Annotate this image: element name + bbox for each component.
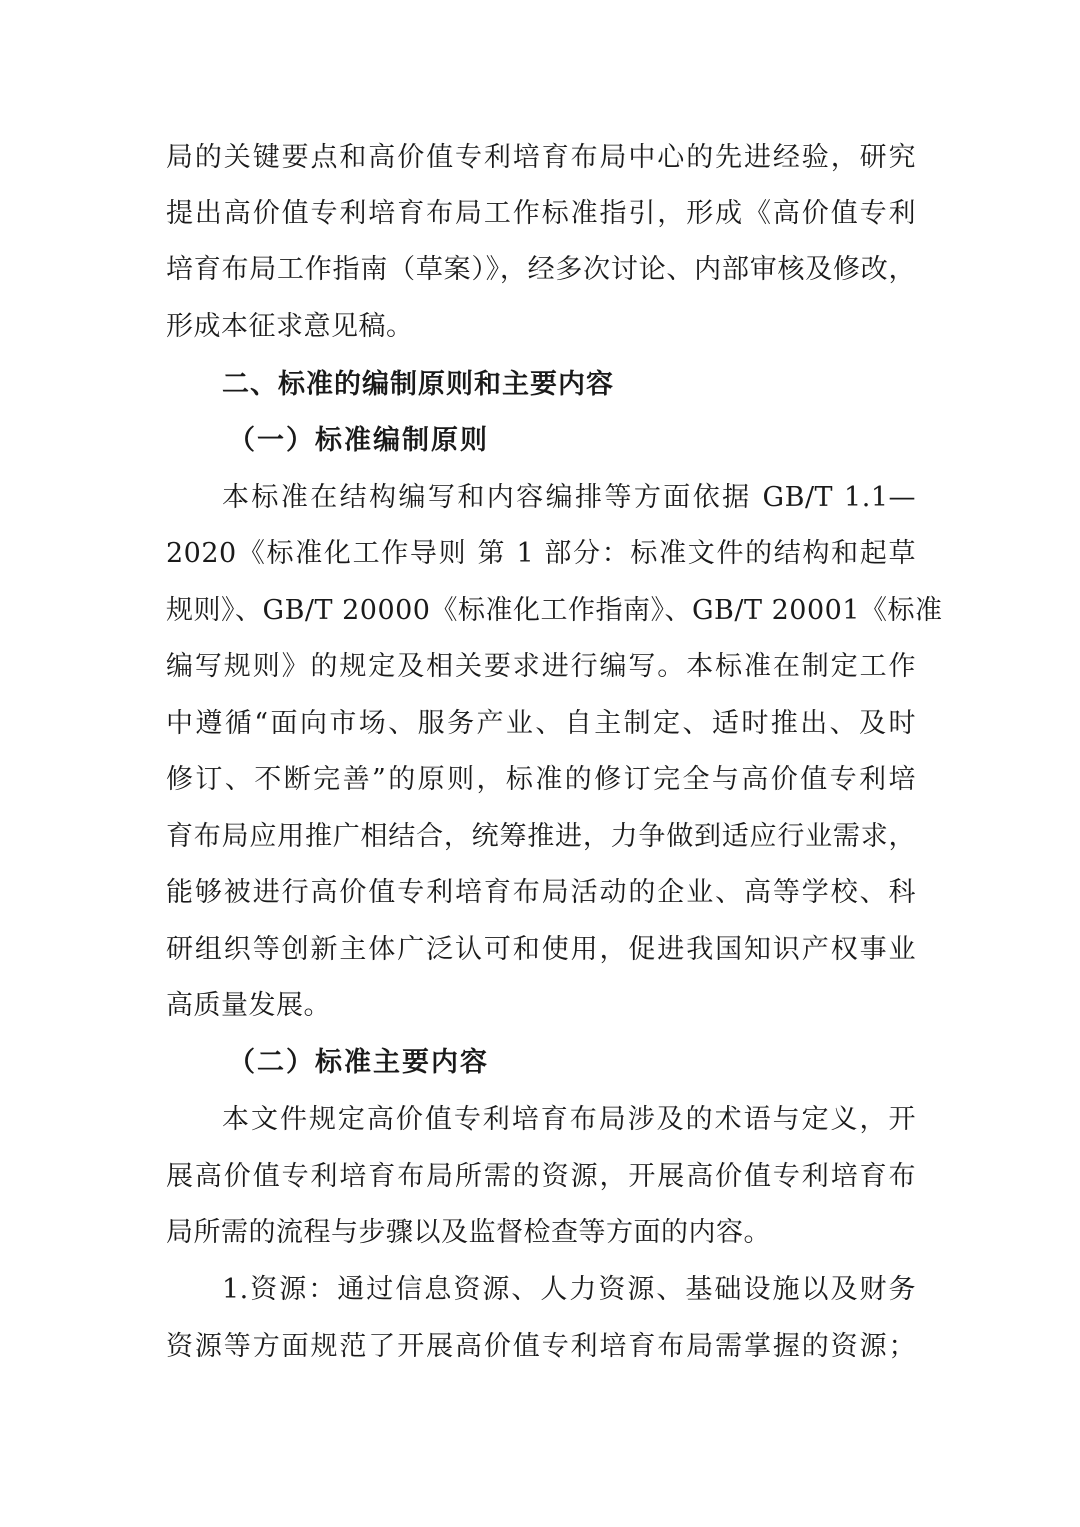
paragraph-line: 提出高价值专利培育布局工作标准指引，形成《高价值专利	[166, 198, 916, 229]
paragraph-line: 展高价值专利培育布局所需的资源，开展高价值专利培育布	[166, 1161, 916, 1192]
paragraph-line: 中遵循“面向市场、服务产业、自主制定、适时推出、及时	[166, 708, 916, 739]
paragraph-line: 局的关键要点和高价值专利培育布局中心的先进经验，研究	[166, 142, 916, 173]
paragraph-line: 培育布局工作指南（草案）》，经多次讨论、内部审核及修改，	[166, 254, 916, 285]
subsection-heading-content: （二）标准主要内容	[228, 1047, 489, 1078]
paragraph-line: 本标准在结构编写和内容编排等方面依据 GB/T 1.1—	[222, 482, 916, 513]
paragraph-line: 能够被进行高价值专利培育布局活动的企业、高等学校、科	[166, 877, 916, 908]
paragraph-line: 高质量发展。	[166, 990, 331, 1021]
paragraph-line: 1.资源：通过信息资源、人力资源、基础设施以及财务	[222, 1274, 916, 1305]
section-heading: 二、标准的编制原则和主要内容	[222, 369, 614, 400]
paragraph-line: 形成本征求意见稿。	[166, 311, 414, 342]
paragraph-line: 研组织等创新主体广泛认可和使用，促进我国知识产权事业	[166, 934, 916, 965]
paragraph-line: 本文件规定高价值专利培育布局涉及的术语与定义，开	[222, 1104, 916, 1135]
paragraph-line: 2020《标准化工作导则 第 1 部分：标准文件的结构和起草	[166, 538, 916, 569]
paragraph-line: 编写规则》的规定及相关要求进行编写。本标准在制定工作	[166, 651, 916, 682]
subsection-heading-principles: （一）标准编制原则	[228, 425, 489, 456]
paragraph-line: 局所需的流程与步骤以及监督检查等方面的内容。	[166, 1217, 771, 1248]
paragraph-line: 修订、不断完善”的原则，标准的修订完全与高价值专利培	[166, 764, 916, 795]
paragraph-line: 育布局应用推广相结合，统筹推进，力争做到适应行业需求，	[166, 821, 916, 852]
paragraph-line: 资源等方面规范了开展高价值专利培育布局需掌握的资源；	[166, 1331, 916, 1362]
paragraph-line: 规则》、GB/T 20000《标准化工作指南》、GB/T 20001《标准	[166, 595, 943, 626]
